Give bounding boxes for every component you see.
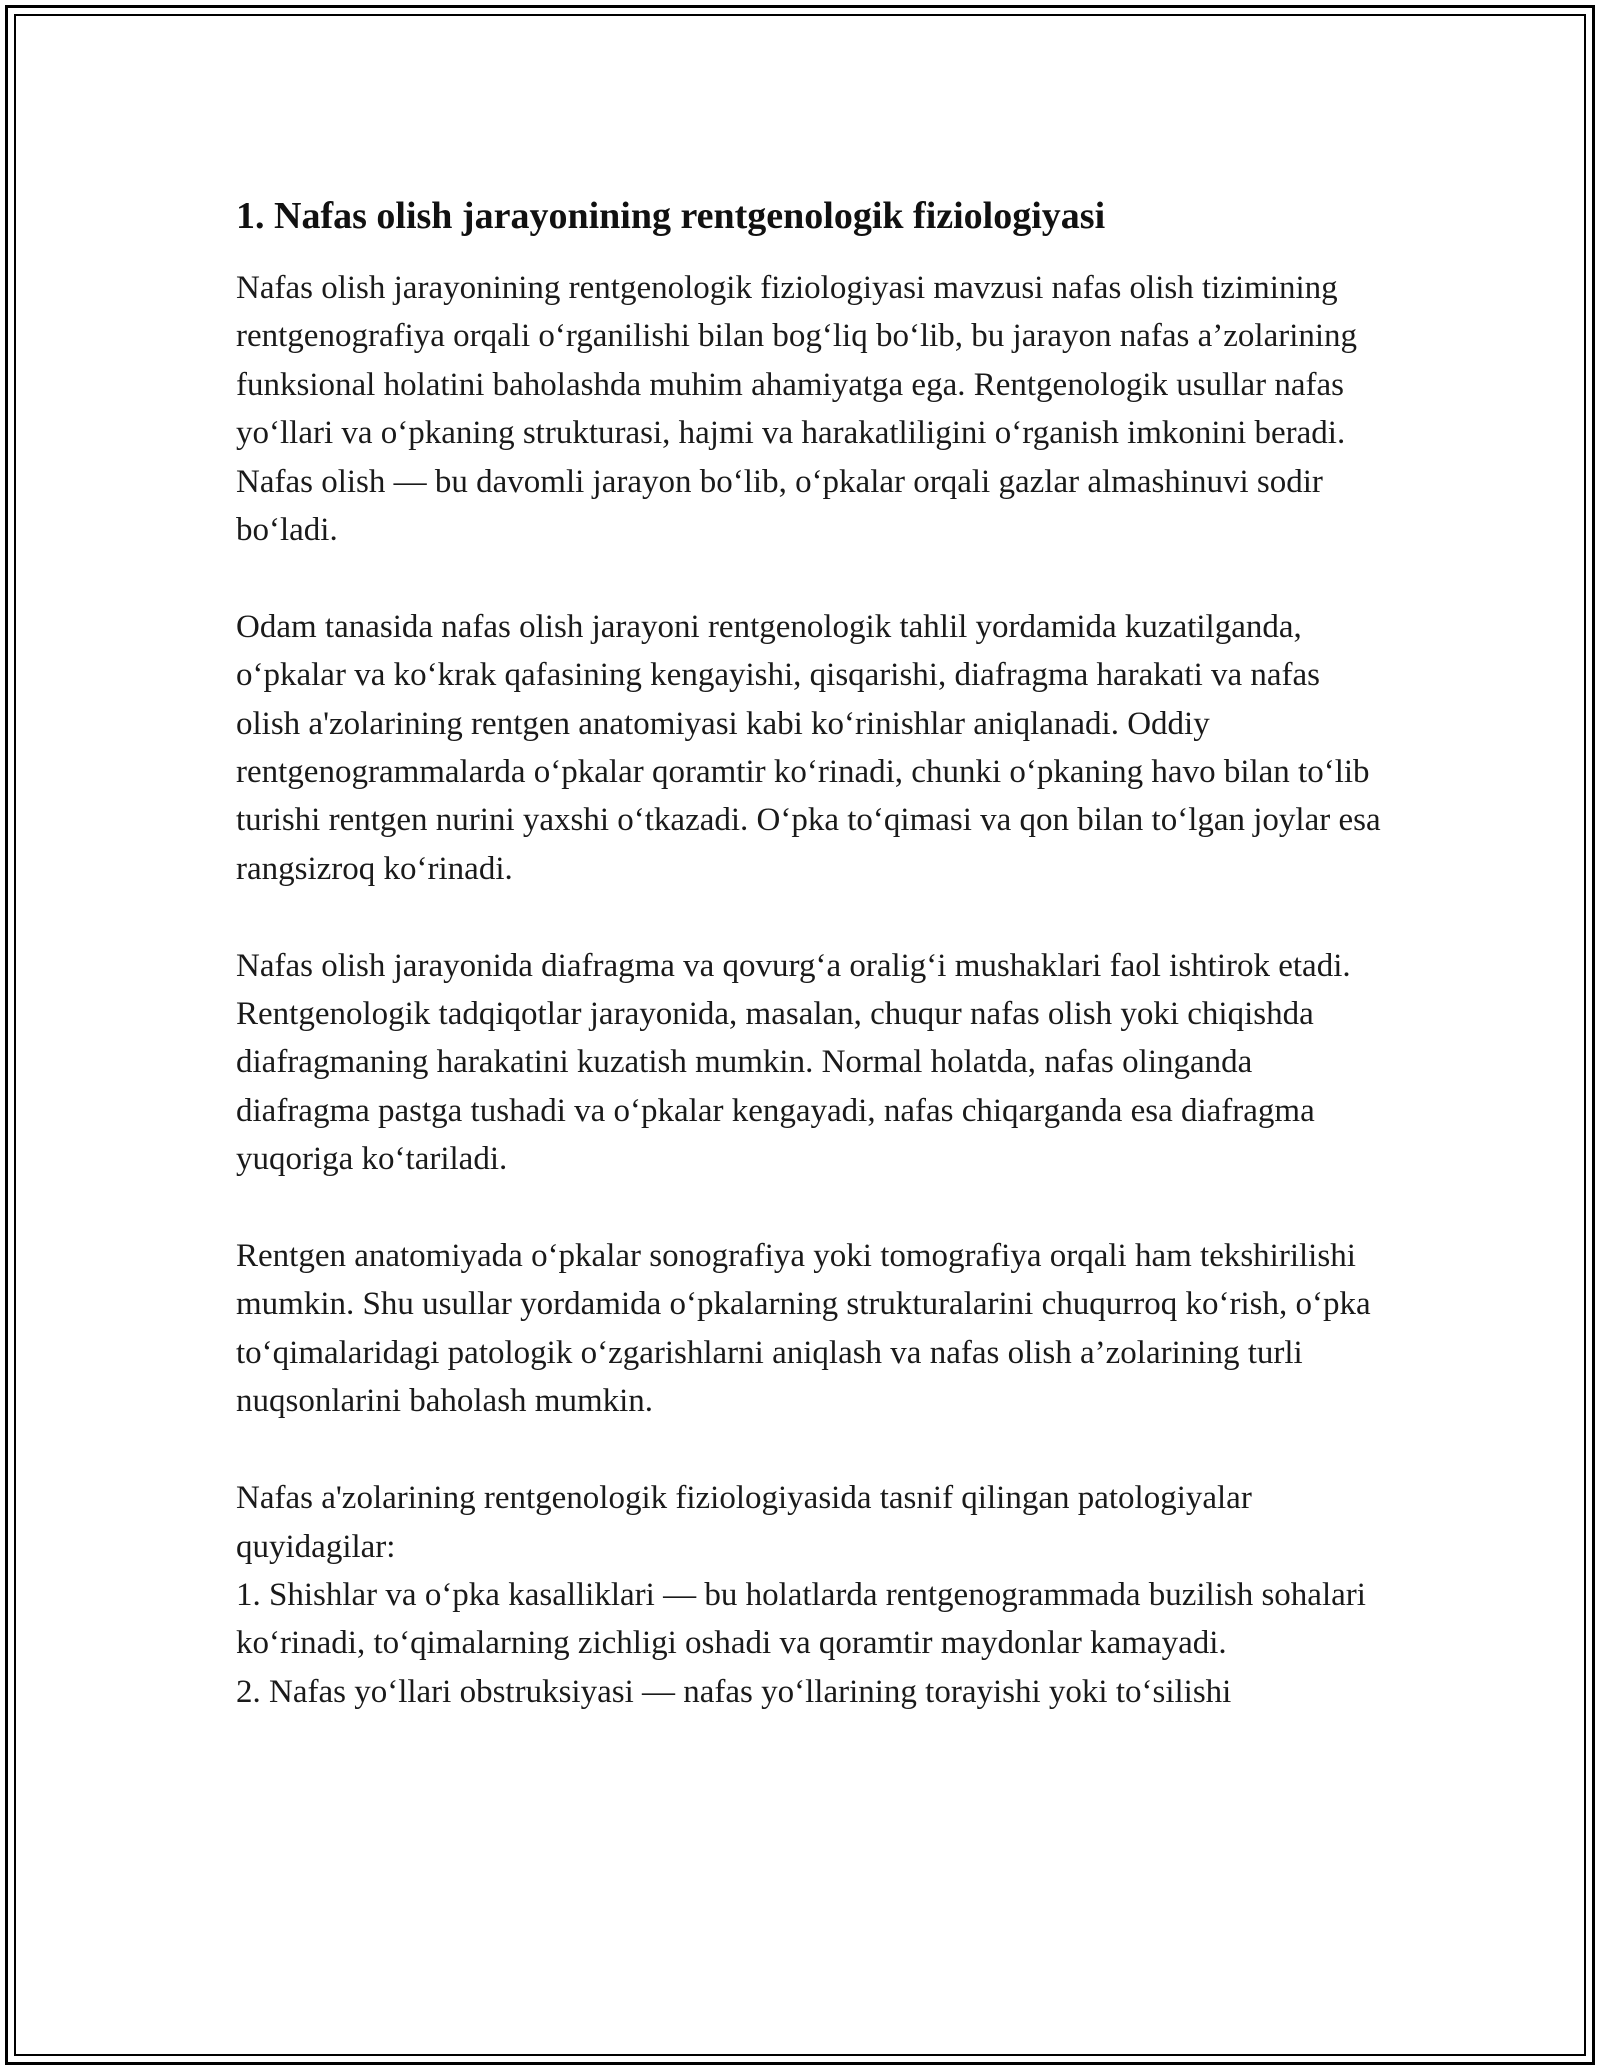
list-intro: Nafas a'zolarining rentgenologik fiziologiyasida tasnif qilingan patologiyalar quyidagilar: xyxy=(236,1480,1252,1565)
paragraph-diaphragm: Nafas olish jarayonida diafragma va qovurg‘a oralig‘i mushaklari faol ishtirok etadi. Rentgenologik tadqiqotlar jarayonida, masalan, chuqur nafas olish yoki chiqishda diafragmaning harakatini kuzatish mumkin. Normal holatda, nafas olinganda diafragma pastga tushadi va o‘pkalar kengayadi, nafas chiqarganda esa diafragma yuqoriga ko‘tariladi. xyxy=(236,947,1351,1178)
paragraph-xray-analysis: Odam tanasida nafas olish jarayoni rentgenologik tahlil yordamida kuzatilganda, o‘pkalar va ko‘krak qafasining kengayishi, qisqarishi, diafragma harakati va nafas olish a'zolarining rentgen anatomiyasi kabi ko‘rinishlar aniqlanadi. Oddiy rentgenogrammalarda o‘pkalar qoramtir ko‘rinadi, chunki o‘pkaning havo bilan to‘lib turishi rentgen nurini yaxshi o‘tkazadi. O‘pka to‘qimasi va qon bilan to‘lgan joylar esa rangsizroq ko‘rinadi. xyxy=(236,608,1381,887)
paragraph-tomography: Rentgen anatomiyada o‘pkalar sonografiya yoki tomografiya orqali ham tekshirilishi mumkin. Shu usullar yordamida o‘pkalarning strukturalarini chuqurroq ko‘rish, o‘pka to‘qimalaridagi patologik o‘zgarishlarni aniqlash va nafas olish a’zolarining turli nuqsonlarini baholash mumkin. xyxy=(236,1238,1371,1420)
list-item: 1. Shishlar va o‘pka kasalliklari — bu holatlarda rentgenogrammada buzilish sohalari ko‘rinadi, to‘qimalarning zichligi oshadi va qoramtir maydonlar kamayadi. xyxy=(236,1576,1366,1662)
page-title: 1. Nafas olish jarayonining rentgenologik fiziologiyasi xyxy=(236,195,1106,237)
paragraph-intro: Nafas olish jarayonining rentgenologik fiziologiyasi mavzusi nafas olish tizimining rentgenografiya orqali o‘rganilishi bilan bog‘liq bo‘lib, bu jarayon nafas a’zolarining funksional holatini baholashda muhim ahamiyatga ega. Rentgenologik usullar nafas yo‘llari va o‘pkaning strukturasi, hajmi va harakatliligini o‘rganish imkonini beradi. Nafas olish — bu davomli jarayon bo‘lib, o‘pkalar orqali gazlar almashinuvi sodir bo‘ladi. xyxy=(236,270,1358,549)
list-item: 2. Nafas yo‘llari obstruksiyasi — nafas yo‘llarining torayishi yoki to‘silishi xyxy=(236,1673,1232,1710)
pathology-list xyxy=(236,1474,1386,1716)
document-body xyxy=(236,178,1386,1716)
